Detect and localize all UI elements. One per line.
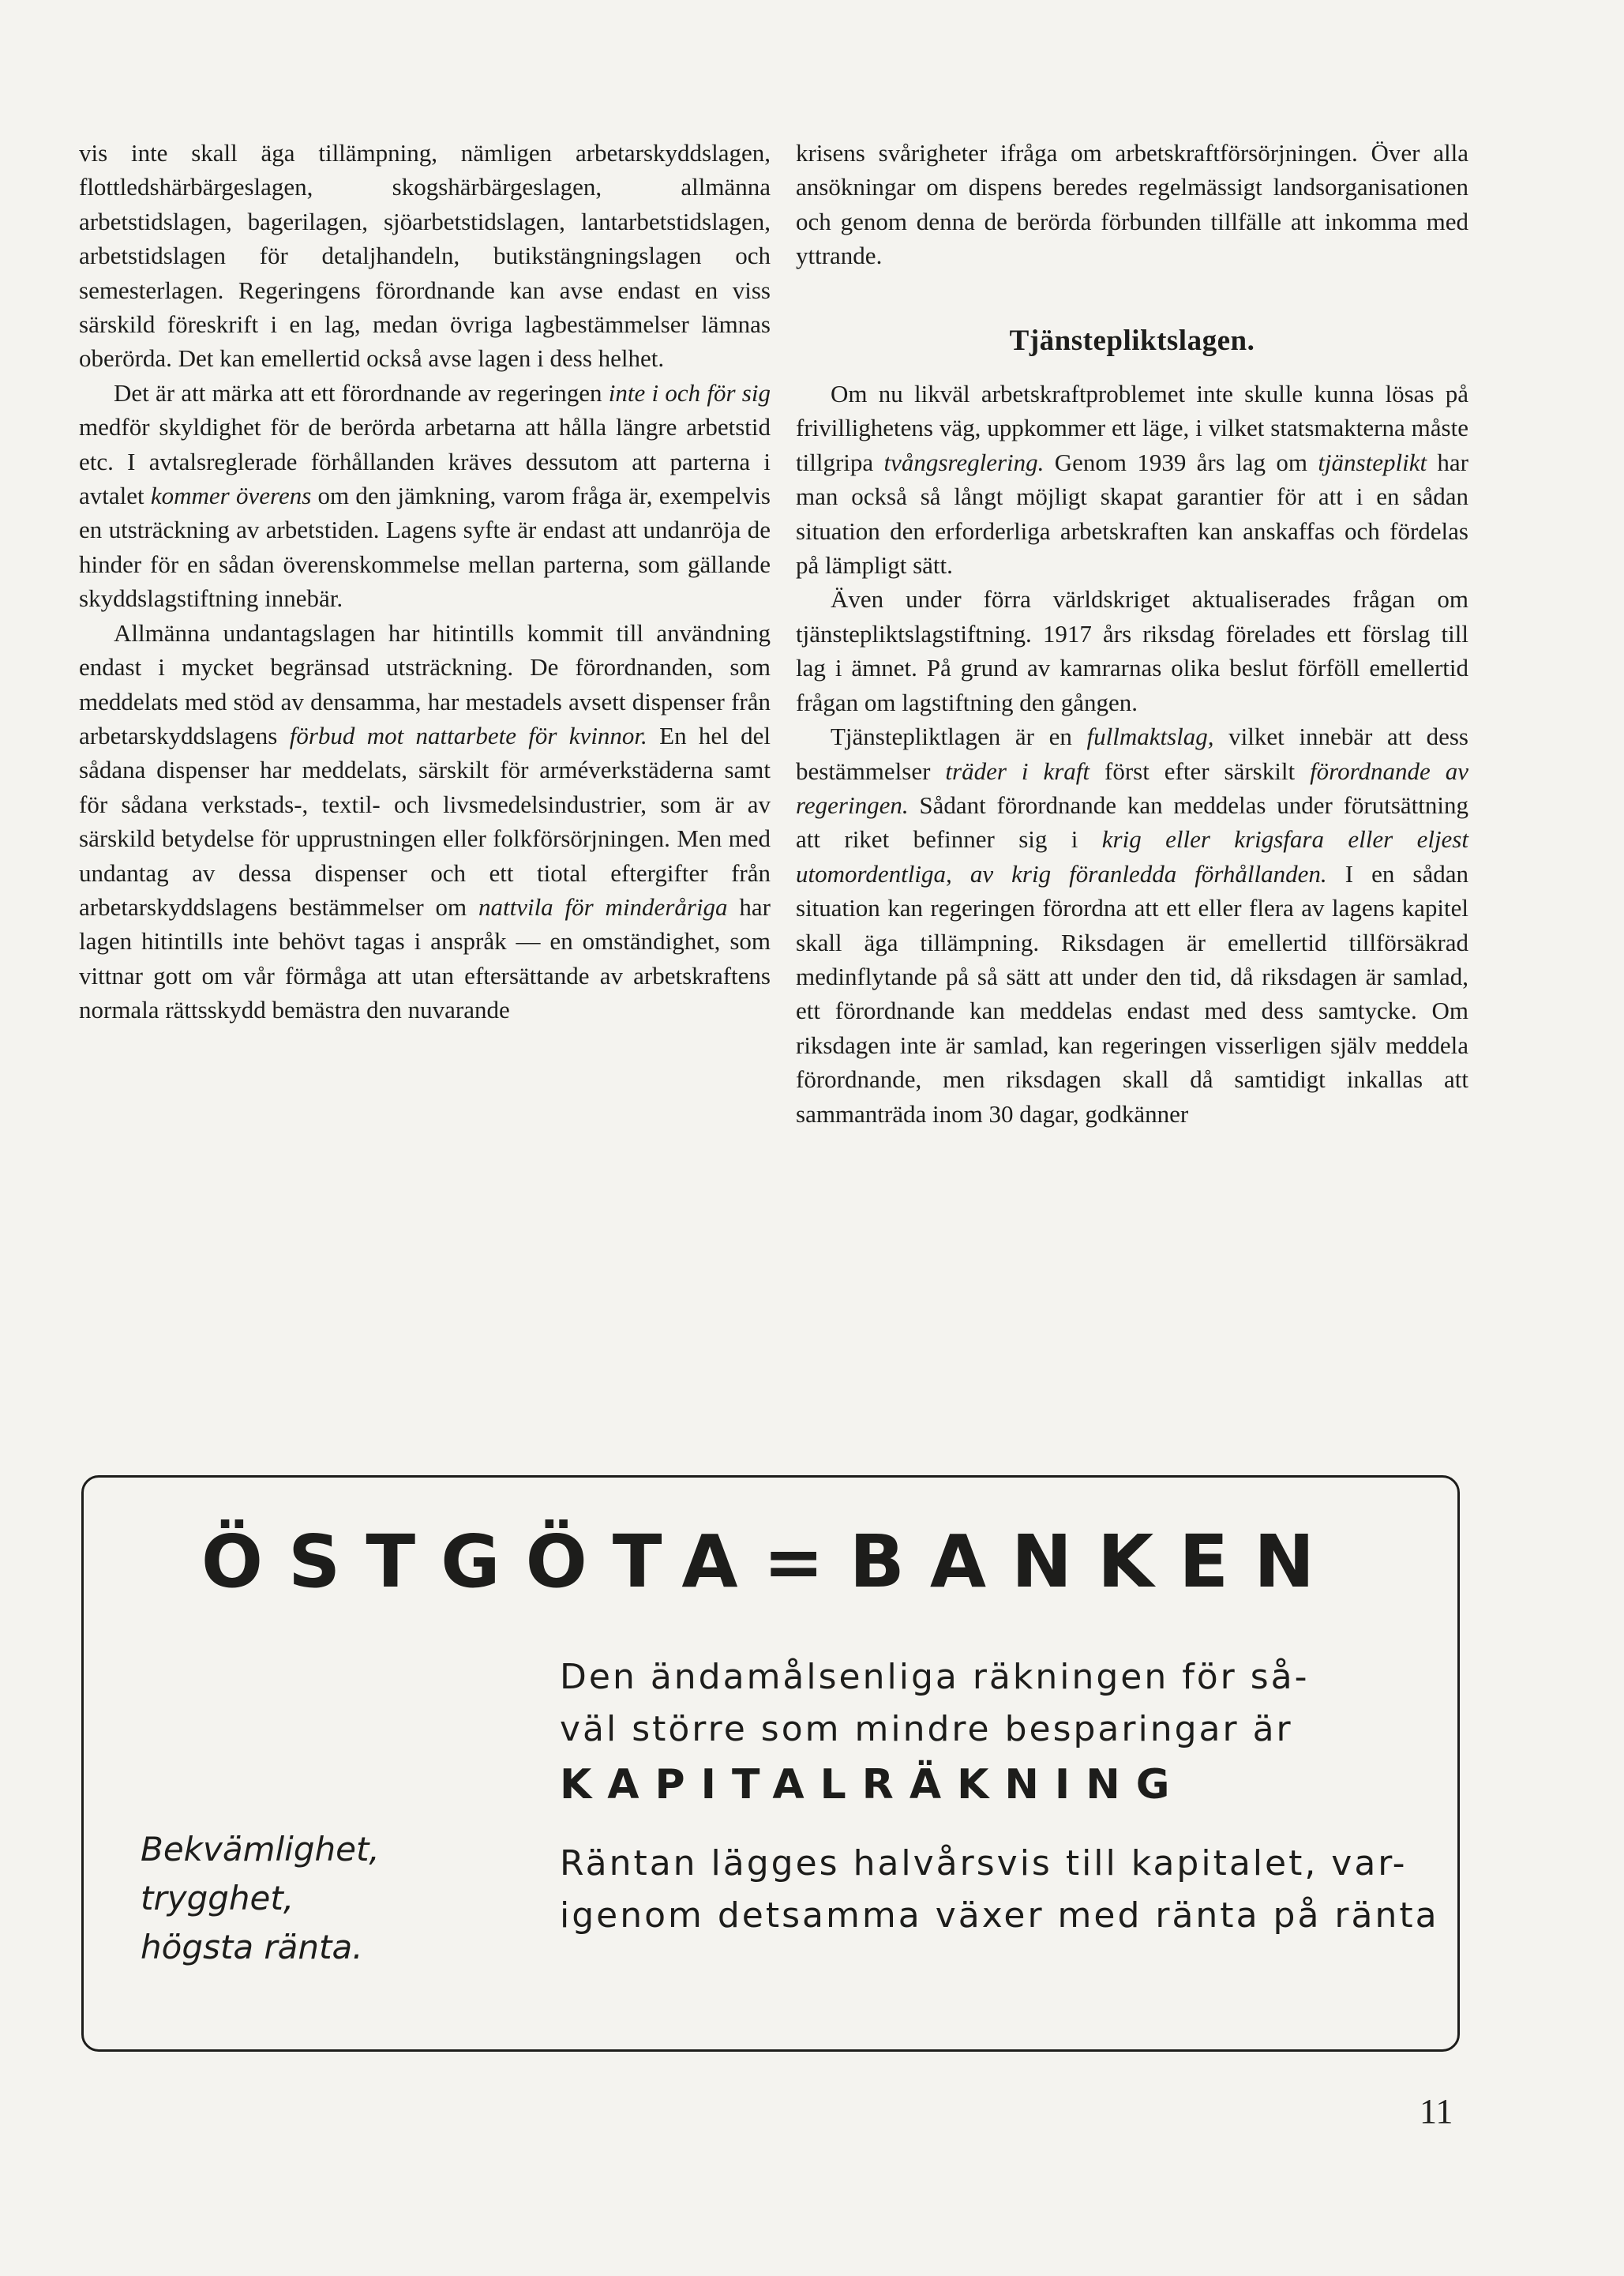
italic-run: förordnande av regeringen. <box>796 757 1468 819</box>
text-run: har man också så långt möjligt skapat garantier för att i en sådan situation den erforderliga arbetskraften kan anskaffas och fördelas på lämpligt sätt. <box>796 448 1468 580</box>
italic-run: inte i och för sig <box>608 378 771 407</box>
left-paragraph-3 <box>79 616 771 1027</box>
bank-name: ÖSTGÖTA=BANKEN <box>201 1519 1341 1604</box>
ad-slogan <box>141 1825 380 1972</box>
italic-run: förbud mot nattarbete för kvinnor. <box>289 721 647 749</box>
bank-advertisement <box>81 1475 1460 2052</box>
right-paragraph-3: Även under förra världskriget aktualiserades frågan om tjänstepliktslagstiftning. 1917 års riksdag förelades ett förslag till lag i ämnet. På grund av kamrarnas olika beslut förföll emellertid frågan om lagstiftning den gången. <box>796 585 1468 716</box>
slogan-line-2: trygghet, <box>141 1879 294 1917</box>
text-run: har lagen hitintills inte behövt tagas i anspråk — en omständighet, som vittnar gott om vår förmåga att utan eftersättande av arbetskraftens normala rättsskydd bemästra den nuvarande <box>79 892 771 1024</box>
italic-run: tvångsreglering. <box>883 448 1045 476</box>
right-column <box>796 136 1468 1131</box>
text-run: Tjänstepliktlagen är en <box>831 723 1087 751</box>
ad-line-1: Den ändamålsenliga räkningen för så- <box>560 1657 1310 1697</box>
left-paragraph-2 <box>79 376 771 616</box>
ad-line-4: igenom detsamma växer med ränta på ränta <box>560 1895 1439 1936</box>
text-run: Om nu likväl arbetskraftproblemet inte skulle kunna lösas på frivillighetens väg, uppkommer ett läge, i vilket statsmakterna måste tillgripa <box>796 380 1468 476</box>
ad-line-3: Räntan lägges halvårsvis till kapitalet, var- <box>560 1843 1408 1884</box>
ad-highlight: KAPITALRÄKNING <box>560 1761 1186 1808</box>
text-run: I en sådan situation kan regeringen förordna att ett eller flera av lagens kapitel skall äga tillämpning. Riksdagen är emellertid tillförsäkrad medinflytande på så sätt att under den tid, då riksdagen är samlad, ett förordnande kan meddelas endast med dess samtycke. Om riksdagen inte är samlad, kan regeringen visserligen själv meddela förordnande, men riksdagen skall då samtidigt inkallas att sammanträda inom 30 dagar, godkänner <box>796 859 1468 1128</box>
section-heading: Tjänstepliktslagen. <box>1009 324 1255 357</box>
italic-run: tjänsteplikt <box>1318 448 1427 476</box>
italic-run: träder i kraft <box>945 757 1090 785</box>
italic-run: nattvila för minderåriga <box>478 892 728 921</box>
text-run: Sådant förordnande kan meddelas under förutsättning att riket befinner sig i <box>796 791 1468 854</box>
page-number: 11 <box>1420 2092 1453 2131</box>
text-run: Det är att märka att ett förordnande av regeringen <box>114 378 609 407</box>
text-run: Genom 1939 års lag om <box>1044 448 1318 476</box>
italic-run: kommer överens <box>150 482 312 510</box>
left-paragraph-1: vis inte skall äga tillämpning, nämligen arbetarskyddslagen, flottledshärbärgeslagen, skogshärbärgeslagen, allmänna arbetstidslagen, bagerilagen, sjöarbetstidslagen, lantarbetstidslagen, arbetstidslagen för detaljhandeln, butikstängningslagen och semesterlagen. Regeringens förordnande kan avse endast en viss särskild föreskrift i en lag, medan övriga lagbestämmelser lämnas oberörda. Det kan emellertid också avse lagen i dess helhet. <box>79 139 771 373</box>
italic-run: krig eller krigsfara eller eljest utomordentliga, av krig föranledda förhållanden. <box>796 825 1468 888</box>
left-column <box>79 136 771 1027</box>
right-paragraph-4 <box>796 719 1468 1131</box>
slogan-line-1: Bekvämlighet, <box>141 1830 380 1868</box>
text-run: vilket innebär att dess bestämmelser <box>796 723 1468 785</box>
text-run: först efter särskilt <box>1090 757 1311 785</box>
slogan-line-3: högsta ränta. <box>141 1928 363 1966</box>
ad-body <box>560 1651 1439 1942</box>
text-run: om den jämkning, varom fråga är, exempelvis en utsträckning av arbetstiden. Lagens syfte är endast att undanröja de hinder för en sådan överenskommelse mellan parterna, som gällande skyddslagstiftning innebär. <box>79 482 771 613</box>
text-run: medför skyldighet för de berörda arbetarna att hålla längre arbetstid etc. I avtalsreglerade förhållanden kräves dessutom att parterna i avtalet <box>79 413 771 510</box>
text-run: Allmänna undantagslagen har hitintills kommit till användning endast i mycket begränsad utsträckning. De förordnanden, som meddelats med stöd av densamma, har mestadels avsett dispenser från arbetarskyddslagens <box>79 618 771 749</box>
text-run: En hel del sådana dispenser har meddelats, särskilt för arméverkstäderna samt för sådana verkstads-, textil- och livsmedelsindustrier, som är av särskild betydelse för upprustningen eller folkförsörjningen. Men med undantag av dessa dispenser och ett tiotal eftergifter från arbetarskyddslagens bestämmelser om <box>79 721 771 921</box>
ad-line-2: väl större som mindre besparingar är <box>560 1709 1293 1749</box>
italic-run: fullmaktslag, <box>1086 723 1214 751</box>
right-paragraph-1: krisens svårigheter ifråga om arbetskraftförsörjningen. Över alla ansökningar om dispens beredes regelmässigt landsorganisationen och genom denna de berörda förbunden tillfälle att inkomma med yttrande. <box>796 139 1468 270</box>
right-paragraph-2 <box>796 377 1468 582</box>
